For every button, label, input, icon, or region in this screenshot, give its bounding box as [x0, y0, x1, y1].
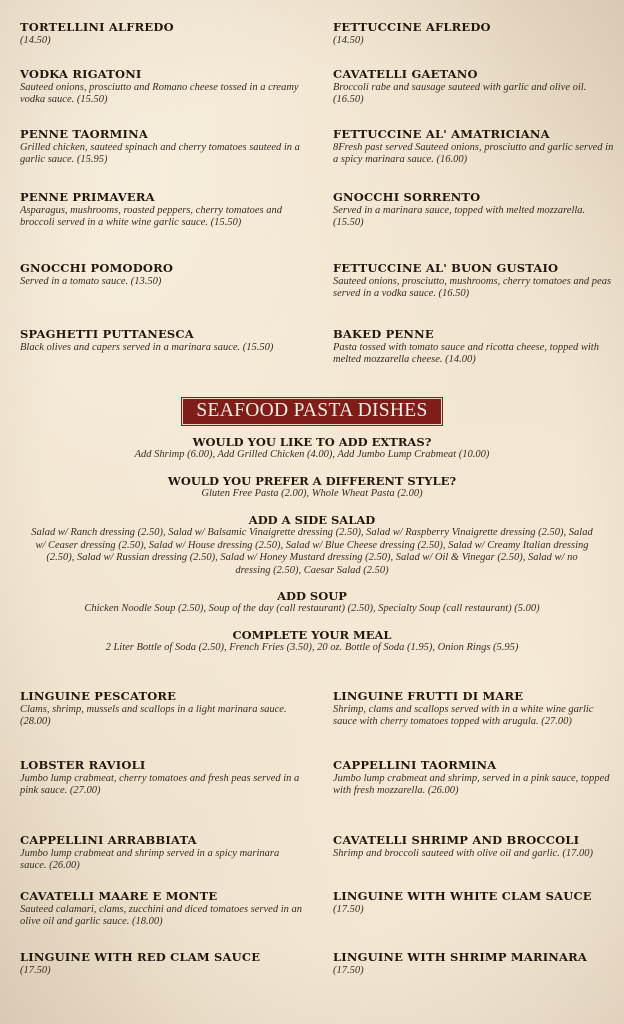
item-description: Jumbo lump crabmeat and shrimp, served in a pink sauce, topped with fresh mozzarella. (26.00)	[333, 773, 610, 796]
item-description: Jumbo lump crabmeat, cherry tomatoes and fresh peas served in a pink sauce. (27.00)	[20, 773, 300, 796]
menu-item	[333, 67, 615, 105]
menu-item	[333, 950, 615, 977]
item-description: Shrimp and broccoli sauteed with olive oil and garlic. (17.00)	[333, 848, 594, 859]
item-description: 8Fresh past served Sauteed onions, prosciutto and garlic served in a spicy marinara sauce. (16.00)	[333, 142, 614, 165]
extras-block	[30, 628, 594, 655]
menu-item	[20, 261, 302, 288]
extras-block	[30, 435, 594, 462]
item-description: Black olives and capers served in a marinara sauce. (15.50)	[20, 342, 274, 353]
item-description: Broccoli rabe and sausage sauteed with garlic and olive oil. (16.50)	[333, 82, 587, 105]
menu-item	[333, 127, 615, 165]
extras-text: Salad w/ Ranch dressing (2.50), Salad w/ Balsamic Vinaigrette dressing (2.50), Salad w/ Raspberry Vinaigrette dressing (2.50), Salad w/ Ceaser dressing (2.50), Salad w/ House dressing (2.50), Salad w/ Blue Cheese dressing (2.50), Salad w/ Creamy Italian dressing (2.50), Salad w/ Russian dressing (2.50), Salad w/ Honey Mustard dressing (2.50), Salad w/ Oil & Vinegar (2.50), Salad w/ no dressing (2.50), Caesar Salad (2.50)	[31, 527, 593, 576]
extras-text: Gluten Free Pasta (2.00), Whole Wheat Pasta (2.00)	[201, 488, 423, 499]
menu-item	[20, 758, 302, 796]
item-description: Sauteed calamari, clams, zucchini and diced tomatoes served in an olive oil and garlic sauce. (18.00)	[20, 904, 302, 927]
item-name: PENNE PRIMAVERA	[20, 190, 155, 204]
section-title-banner: SEAFOOD PASTA DISHES	[182, 398, 442, 425]
extras-block	[30, 513, 594, 577]
item-description: (14.50)	[333, 35, 364, 46]
item-description: Grilled chicken, sauteed spinach and cherry tomatoes sauteed in a garlic sauce. (15.95)	[20, 142, 300, 165]
item-description: Shrimp, clams and scallops served with in a white wine garlic sauce with cherry tomatoes topped with arugula. (27.00)	[333, 704, 594, 727]
item-name: CAVATELLI GAETANO	[333, 67, 478, 81]
item-name: LINGUINE PESCATORE	[20, 689, 177, 703]
item-name: FETTUCCINE AL' AMATRICIANA	[333, 127, 550, 141]
item-name: TORTELLINI ALFREDO	[20, 20, 174, 34]
item-name: PENNE TAORMINA	[20, 127, 148, 141]
menu-item	[333, 889, 615, 916]
item-description: Jumbo lump crabmeat and shrimp served in a spicy marinara sauce. (26.00)	[20, 848, 280, 871]
item-name: LINGUINE WITH RED CLAM SAUCE	[20, 950, 261, 964]
menu-item	[333, 190, 615, 228]
extras-heading: ADD SOUP	[277, 589, 347, 603]
menu-item	[333, 20, 615, 47]
item-name: LINGUINE WITH WHITE CLAM SAUCE	[333, 889, 592, 903]
menu-item	[20, 689, 302, 727]
item-description: (14.50)	[20, 35, 51, 46]
item-name: CAPPELLINI ARRABBIATA	[20, 833, 197, 847]
extras-text: Add Shrimp (6.00), Add Grilled Chicken (4.00), Add Jumbo Lump Crabmeat (10.00)	[134, 449, 490, 460]
menu-item	[333, 689, 615, 727]
extras-block	[30, 474, 594, 501]
menu-item	[20, 327, 302, 354]
extras-text: 2 Liter Bottle of Soda (2.50), French Fries (3.50), 20 oz. Bottle of Soda (1.95), Onion Rings (5.95)	[105, 642, 519, 653]
extras-text: Chicken Noodle Soup (2.50), Soup of the day (call restaurant) (2.50), Specialty Soup (call restaurant) (5.00)	[84, 603, 540, 614]
menu-item	[20, 127, 302, 165]
item-name: CAVATELLI MAARE E MONTE	[20, 889, 218, 903]
item-name: FETTUCCINE AFLREDO	[333, 20, 491, 34]
menu-item	[333, 261, 615, 299]
menu-item	[333, 758, 615, 796]
item-name: CAVATELLI SHRIMP AND BROCCOLI	[333, 833, 580, 847]
extras-heading: WOULD YOU LIKE TO ADD EXTRAS?	[192, 435, 432, 449]
extras-heading: WOULD YOU PREFER A DIFFERENT STYLE?	[167, 474, 457, 488]
item-description: (17.50)	[333, 965, 364, 976]
item-description: Served in a marinara sauce, topped with melted mozzarella. (15.50)	[333, 205, 586, 228]
menu-item	[20, 190, 302, 228]
extras-heading: ADD A SIDE SALAD	[248, 513, 376, 527]
item-name: VODKA RIGATONI	[20, 67, 142, 81]
item-description: Sauteed onions, prosciutto, mushrooms, cherry tomatoes and peas served in a vodka sauce. (16.50)	[333, 276, 612, 299]
menu-item	[20, 20, 302, 47]
item-name: GNOCCHI POMODORO	[20, 261, 174, 275]
item-name: BAKED PENNE	[333, 327, 434, 341]
menu-item	[20, 67, 302, 105]
extras-block	[30, 589, 594, 616]
item-name: SPAGHETTI PUTTANESCA	[20, 327, 194, 341]
menu-item	[333, 327, 615, 365]
extras-heading: COMPLETE YOUR MEAL	[232, 628, 392, 642]
item-description: Clams, shrimp, mussels and scallops in a light marinara sauce. (28.00)	[20, 704, 287, 727]
menu-item	[20, 833, 302, 871]
item-name: GNOCCHI SORRENTO	[333, 190, 481, 204]
menu-item	[333, 833, 615, 860]
item-description: Pasta tossed with tomato sauce and ricotta cheese, topped with melted mozzarella cheese. (14.00)	[333, 342, 599, 365]
item-name: LINGUINE WITH SHRIMP MARINARA	[333, 950, 587, 964]
menu-item	[20, 889, 302, 927]
item-description: Asparagus, mushrooms, roasted peppers, cherry tomatoes and broccoli served in a white wine garlic sauce. (15.50)	[20, 205, 283, 228]
item-name: CAPPELLINI TAORMINA	[333, 758, 497, 772]
item-description: Served in a tomato sauce. (13.50)	[20, 276, 162, 287]
item-name: LOBSTER RAVIOLI	[20, 758, 146, 772]
item-name: FETTUCCINE AL' BUON GUSTAIO	[333, 261, 559, 275]
item-description: (17.50)	[20, 965, 51, 976]
item-description: (17.50)	[333, 904, 364, 915]
menu-item	[20, 950, 302, 977]
item-name: LINGUINE FRUTTI DI MARE	[333, 689, 524, 703]
item-description: Sauteed onions, prosciutto and Romano cheese tossed in a creamy vodka sauce. (15.50)	[20, 82, 299, 105]
